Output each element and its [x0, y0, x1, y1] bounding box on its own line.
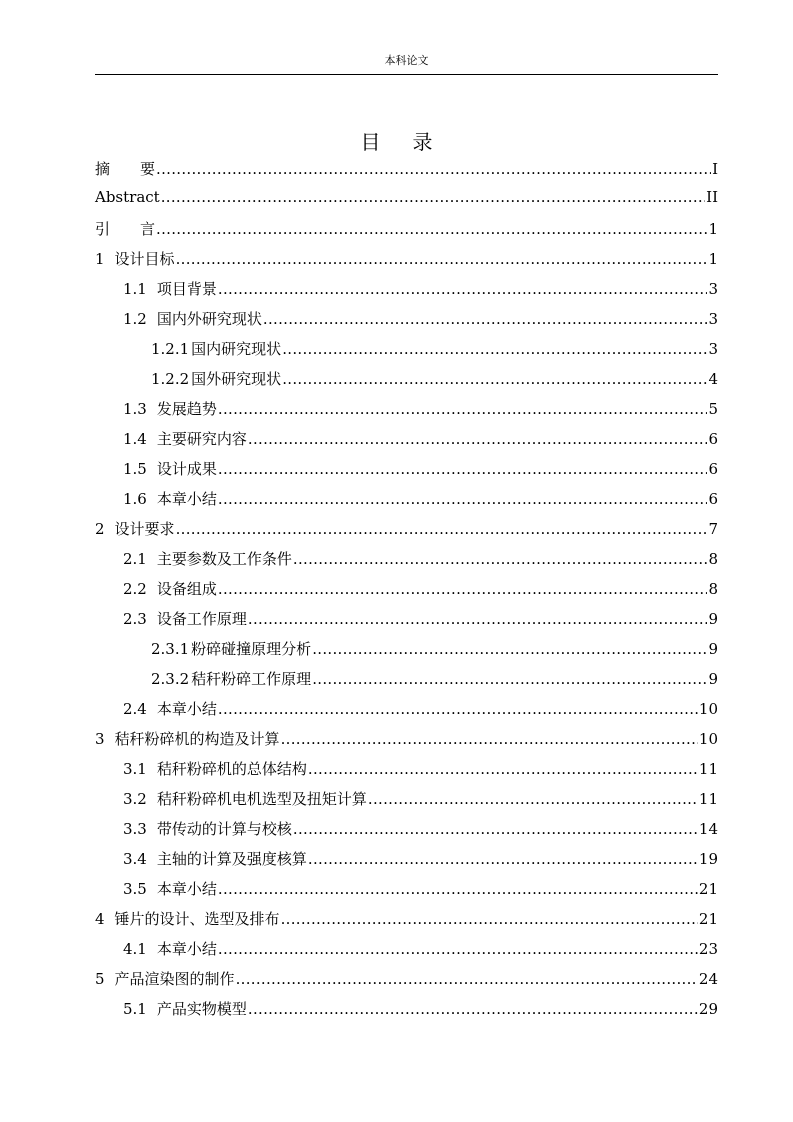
dot-leader: [218, 460, 708, 478]
toc-entry[interactable]: [95, 638, 718, 668]
toc-entry-page: 6: [708, 460, 718, 478]
toc-entry-label: 本章小结: [156, 490, 217, 508]
toc-entry-label: 国外研究现状: [191, 370, 282, 388]
toc-title: 目录: [360, 130, 465, 154]
dot-leader: [218, 940, 698, 958]
toc-entry-page: I: [712, 160, 718, 178]
toc-entry-page: 21: [698, 910, 718, 928]
toc-entry-page: 29: [698, 1000, 718, 1018]
toc-entry-number: 1.2.1: [151, 340, 190, 358]
toc-entry-page: 4: [708, 370, 718, 388]
toc-entry-number: 1: [95, 250, 105, 268]
toc-entry-page: 3: [708, 280, 718, 298]
toc-entry-page: 7: [708, 520, 718, 538]
toc-entry-label: 主轴的计算及强度核算: [156, 850, 307, 868]
dot-leader: [218, 580, 708, 598]
toc-entry-label: 秸秆粉碎机的总体结构: [156, 760, 307, 778]
dot-leader: [218, 280, 708, 298]
dot-leader: [161, 188, 705, 206]
toc-entry-number: 1.6: [123, 490, 147, 508]
toc-entry-number: 1.2.2: [151, 370, 190, 388]
dot-leader: [236, 970, 698, 988]
toc-entry[interactable]: [95, 368, 718, 398]
toc-entry[interactable]: [95, 428, 718, 458]
dot-leader: [248, 1000, 698, 1018]
toc-entry-number: 3.5: [123, 880, 147, 898]
toc-entry-label: 引 言: [95, 220, 156, 238]
dot-leader: [293, 820, 698, 838]
toc-entry-label: 设计成果: [156, 460, 217, 478]
toc-entry-number: 2: [95, 520, 105, 538]
toc-entry[interactable]: [95, 398, 718, 428]
toc-entry[interactable]: [95, 248, 718, 278]
toc-entry-number: 1.5: [123, 460, 147, 478]
toc-entry[interactable]: [95, 278, 718, 308]
dot-leader: [218, 700, 698, 718]
toc-entry-label: 秸秆粉碎机的构造及计算: [114, 730, 280, 748]
toc-entry[interactable]: [95, 308, 718, 338]
toc-entry-number: 4.1: [123, 940, 147, 958]
toc-entry-label: Abstract: [95, 188, 160, 206]
toc-entry-number: 1.2: [123, 310, 147, 328]
toc-entry-number: 2.4: [123, 700, 147, 718]
toc-entry-page: 8: [708, 580, 718, 598]
toc-entry[interactable]: [95, 458, 718, 488]
toc-entry-number: 2.2: [123, 580, 147, 598]
toc-entry-label: 国内外研究现状: [156, 310, 262, 328]
page-header: [95, 52, 718, 75]
toc-entry-page: 9: [708, 610, 718, 628]
toc-entry[interactable]: [95, 158, 718, 188]
toc-entry-number: 5.1: [123, 1000, 147, 1018]
toc-entry-label: 主要研究内容: [156, 430, 247, 448]
dot-leader: [312, 670, 707, 688]
toc-entry-label: 发展趋势: [156, 400, 217, 418]
toc-entry-label: 秸秆粉碎机电机选型及扭矩计算: [156, 790, 367, 808]
toc-entry-label: 设备工作原理: [156, 610, 247, 628]
toc-entry-page: II: [706, 188, 718, 206]
dot-leader: [263, 310, 708, 328]
toc-entry-page: 5: [708, 400, 718, 418]
dot-leader: [176, 520, 708, 538]
toc-entry-page: 1: [708, 220, 718, 238]
toc-entry-label: 锤片的设计、选型及排布: [114, 910, 280, 928]
toc-entry-page: 10: [698, 730, 718, 748]
toc-entry[interactable]: [95, 188, 718, 218]
toc-entry[interactable]: [95, 938, 718, 968]
toc-entry[interactable]: [95, 698, 718, 728]
toc-entry-number: 5: [95, 970, 105, 988]
toc-entry-number: 2.3.2: [151, 670, 190, 688]
toc-entry-label: 设计目标: [114, 250, 175, 268]
toc-entry-number: 3: [95, 730, 105, 748]
toc-entry-label: 产品实物模型: [156, 1000, 247, 1018]
dot-leader: [282, 340, 707, 358]
toc-entry-label: 粉碎碰撞原理分析: [191, 640, 312, 658]
toc-entry-page: 8: [708, 550, 718, 568]
toc-entry[interactable]: [95, 218, 718, 248]
dot-leader: [308, 760, 698, 778]
toc-entry[interactable]: [95, 608, 718, 638]
dot-leader: [218, 400, 708, 418]
toc-entry-label: 设备组成: [156, 580, 217, 598]
toc-entry-number: 3.1: [123, 760, 147, 778]
toc-entry-label: 本章小结: [156, 880, 217, 898]
toc-entry-page: 10: [698, 700, 718, 718]
toc-entry[interactable]: [95, 668, 718, 698]
toc-entry-number: 2.3: [123, 610, 147, 628]
toc-entry-number: 2.1: [123, 550, 147, 568]
dot-leader: [176, 250, 708, 268]
toc-entry[interactable]: [95, 968, 718, 998]
toc-entry-label: 项目背景: [156, 280, 217, 298]
toc-entry-label: 国内研究现状: [191, 340, 282, 358]
toc-entry-page: 3: [708, 310, 718, 328]
dot-leader: [308, 850, 698, 868]
toc-entry-number: 3.4: [123, 850, 147, 868]
toc-entry[interactable]: [95, 578, 718, 608]
dot-leader: [218, 880, 698, 898]
toc-entry-page: 19: [698, 850, 718, 868]
toc-entry[interactable]: [95, 848, 718, 878]
toc-entry-page: 11: [698, 760, 718, 778]
toc-entry[interactable]: [95, 998, 718, 1028]
toc-entry[interactable]: [95, 788, 718, 818]
toc-entry-label: 秸秆粉碎工作原理: [191, 670, 312, 688]
toc-entry-number: 1.3: [123, 400, 147, 418]
header-text: 本科论文: [384, 54, 429, 67]
toc-entry-label: 产品渲染图的制作: [114, 970, 235, 988]
toc-entry-label: 本章小结: [156, 700, 217, 718]
toc-entry-label: 摘 要: [95, 160, 156, 178]
toc-entry[interactable]: [95, 728, 718, 758]
toc-entry-page: 21: [698, 880, 718, 898]
toc-entry-page: 24: [698, 970, 718, 988]
toc-entry-page: 9: [708, 640, 718, 658]
toc-entry[interactable]: [95, 518, 718, 548]
toc-entry-number: 2.3.1: [151, 640, 190, 658]
dot-leader: [156, 220, 707, 238]
toc-entry-label: 主要参数及工作条件: [156, 550, 292, 568]
toc-entry-page: 23: [698, 940, 718, 958]
toc-entry-number: 3.2: [123, 790, 147, 808]
toc-entry-label: 设计要求: [114, 520, 175, 538]
toc-entry-number: 1.1: [123, 280, 147, 298]
toc-entry-number: 4: [95, 910, 105, 928]
toc-entry-page: 6: [708, 490, 718, 508]
toc-entry-label: 带传动的计算与校核: [156, 820, 292, 838]
toc-entry[interactable]: [95, 548, 718, 578]
toc-entry-number: 1.4: [123, 430, 147, 448]
dot-leader: [368, 790, 698, 808]
toc-entry-page: 6: [708, 430, 718, 448]
toc-entry-page: 11: [698, 790, 718, 808]
toc-entry-page: 14: [698, 820, 718, 838]
dot-leader: [282, 370, 707, 388]
dot-leader: [248, 430, 708, 448]
toc-entry-page: 9: [708, 670, 718, 688]
dot-leader: [281, 730, 698, 748]
toc-entry-number: 3.3: [123, 820, 147, 838]
toc-entry[interactable]: [95, 878, 718, 908]
toc-entry-page: 3: [708, 340, 718, 358]
table-of-contents: [95, 158, 718, 1028]
toc-entry-page: 1: [708, 250, 718, 268]
toc-entry[interactable]: [95, 758, 718, 788]
toc-entry[interactable]: [95, 818, 718, 848]
dot-leader: [312, 640, 707, 658]
dot-leader: [248, 610, 708, 628]
toc-entry[interactable]: [95, 338, 718, 368]
dot-leader: [281, 910, 698, 928]
dot-leader: [293, 550, 708, 568]
toc-entry[interactable]: [95, 908, 718, 938]
dot-leader: [218, 490, 708, 508]
dot-leader: [156, 160, 711, 178]
toc-entry[interactable]: [95, 488, 718, 518]
toc-entry-label: 本章小结: [156, 940, 217, 958]
